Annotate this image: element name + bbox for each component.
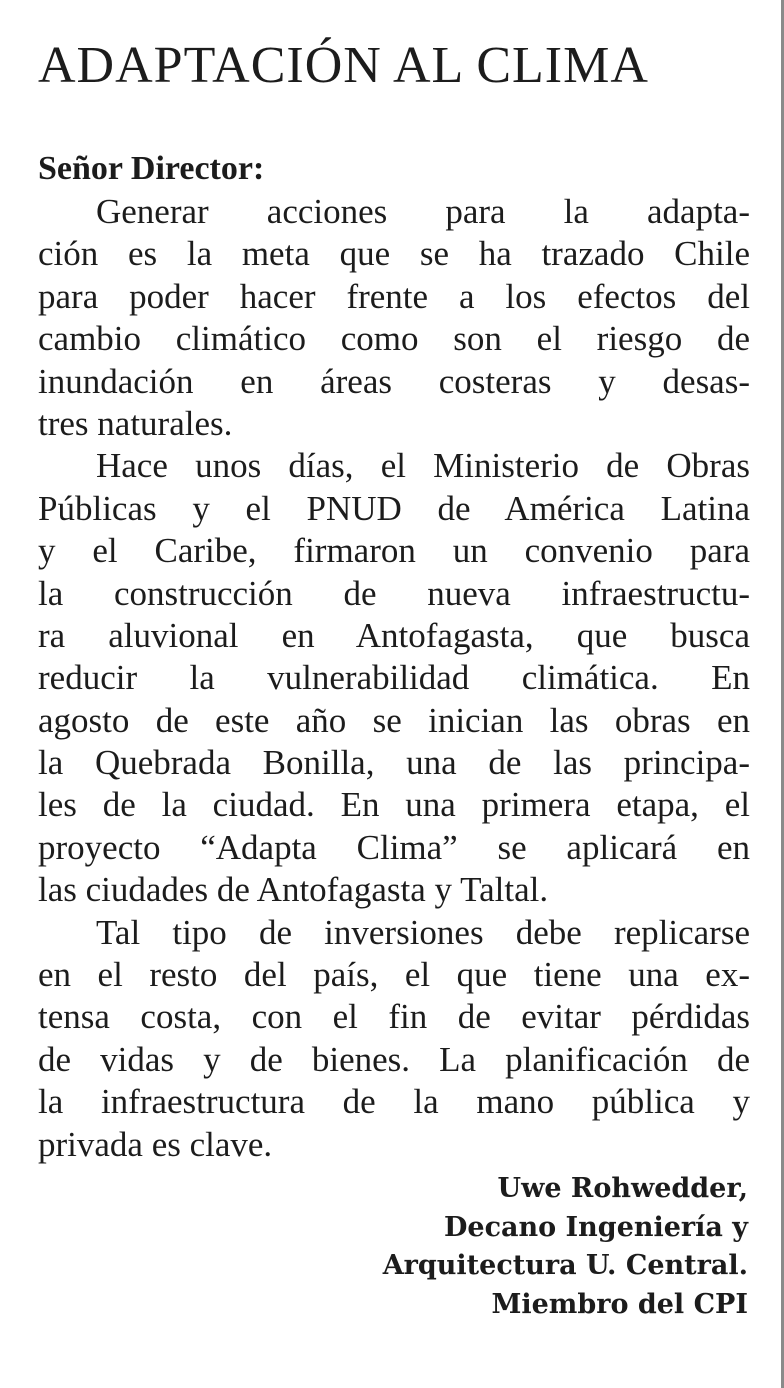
body-text-line: les de la ciudad. En una primera etapa, el [38, 785, 750, 825]
letter-body [38, 191, 750, 1166]
signature-line: Uwe Rohwedder, [497, 1173, 748, 1204]
body-text-line: agosto de este año se inician las obras en [38, 700, 750, 740]
signature-line: Arquitectura U. Central. [382, 1250, 748, 1281]
body-text-line: Hace unos días, el Ministerio de Obras [96, 446, 750, 486]
letter-salutation: Señor Director: [38, 150, 265, 187]
signature-line: Miembro del CPI [491, 1288, 748, 1320]
body-text-line: para poder hacer frente a los efectos del [38, 276, 750, 316]
body-text-line: en el resto del país, el que tiene una ex- [38, 955, 750, 995]
body-text-line: inundación en áreas costeras y desas- [38, 361, 750, 401]
body-text-line: ra aluvional en Antofagasta, que busca [38, 615, 750, 655]
body-text-line: tensa costa, con el fin de evitar pérdidas [38, 997, 750, 1037]
body-text-line: privada es clave. [38, 1124, 273, 1164]
body-text-line: reducir la vulnerabilidad climática. En [38, 658, 750, 698]
body-text-line: las ciudades de Antofagasta y Taltal. [38, 870, 549, 910]
letter-headline: ADAPTACIÓN AL CLIMA [38, 37, 649, 94]
body-text-line: tres naturales. [38, 403, 233, 443]
body-text-line: la infraestructura de la mano pública y [38, 1082, 750, 1122]
body-text-line: Tal tipo de inversiones debe replicarse [96, 912, 750, 952]
body-text-line: proyecto “Adapta Clima” se aplicará en [38, 827, 750, 867]
body-text-line: ción es la meta que se ha trazado Chile [38, 234, 750, 274]
body-text-line: de vidas y de bienes. La planificación de [38, 1039, 750, 1079]
body-text-line: la Quebrada Bonilla, una de las principa- [38, 743, 750, 783]
body-text-line: cambio climático como son el riesgo de [38, 319, 750, 359]
letter-signature [383, 1170, 748, 1324]
body-text-line: la construcción de nueva infraestructu- [38, 573, 750, 613]
signature-line: Decano Ingeniería y [443, 1211, 748, 1243]
body-text-line: Públicas y el PNUD de América Latina [38, 488, 750, 528]
body-text-line: y el Caribe, firmaron un convenio para [38, 531, 750, 571]
body-text-line: Generar acciones para la adapta- [96, 192, 750, 231]
